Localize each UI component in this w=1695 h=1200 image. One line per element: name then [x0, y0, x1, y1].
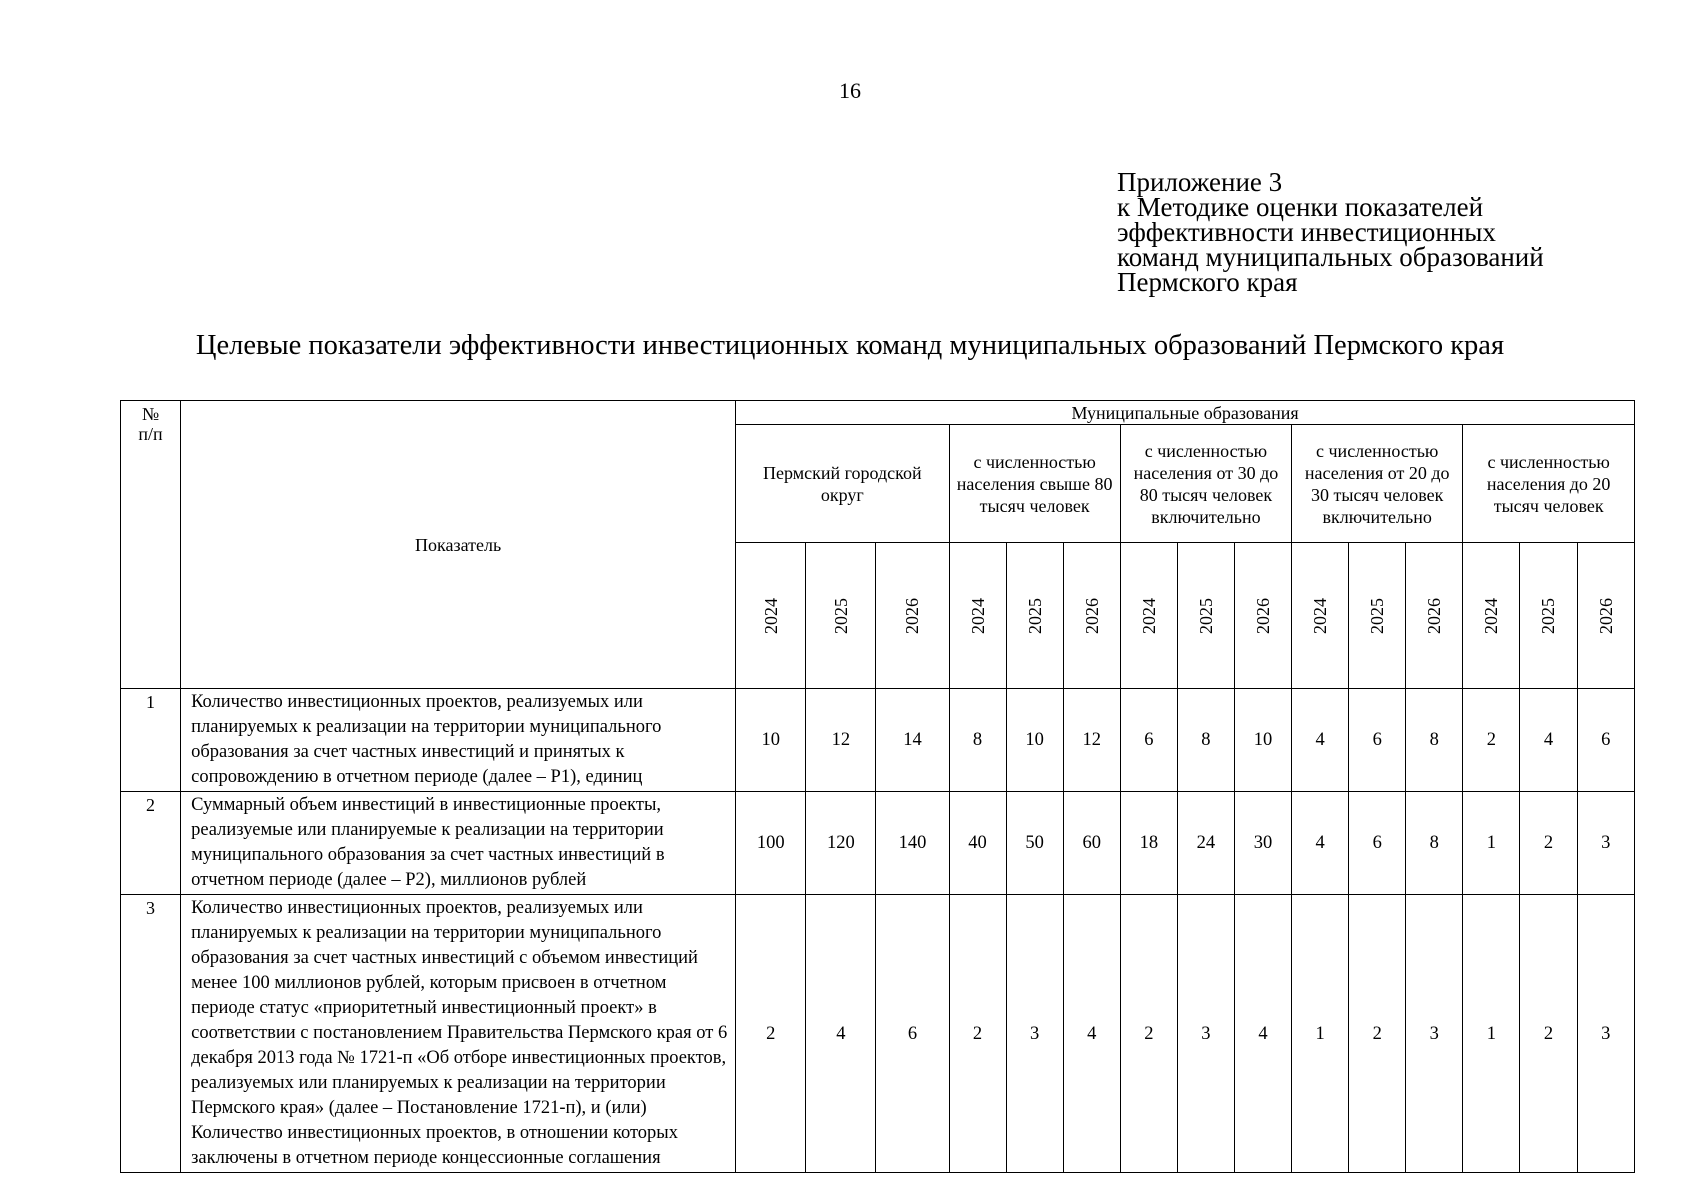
table-cell: 40 — [949, 792, 1006, 895]
year-label: 2024 — [1310, 597, 1331, 634]
appendix-line: Пермского края — [1117, 267, 1298, 297]
year-label: 2024 — [967, 597, 988, 634]
table-cell: 1 — [1463, 895, 1520, 1173]
year-label: 2025 — [1024, 597, 1045, 634]
targets-table — [120, 400, 1635, 1173]
table-cell: 10 — [736, 689, 806, 792]
year-header — [1577, 543, 1634, 689]
table-cell: 60 — [1063, 792, 1120, 895]
table-cell: 4 — [1520, 689, 1577, 792]
year-label: 2025 — [1367, 597, 1388, 634]
year-label: 2024 — [1138, 597, 1159, 634]
document-title: Целевые показатели эффективности инвестиционных команд муниципальных образований Пермского края — [195, 330, 1505, 361]
year-label: 2026 — [902, 597, 923, 634]
table-cell: 3 — [1177, 895, 1234, 1173]
year-label: 2025 — [1538, 597, 1559, 634]
year-header — [1463, 543, 1520, 689]
year-header — [1234, 543, 1291, 689]
column-header-number-line: п/п — [138, 424, 163, 444]
table-cell: 30 — [1234, 792, 1291, 895]
column-header-municipal: Муниципальные образования — [736, 401, 1635, 425]
table-cell: 10 — [1234, 689, 1291, 792]
year-header — [1292, 543, 1349, 689]
year-label: 2025 — [830, 597, 851, 634]
table-cell: 2 — [1349, 895, 1406, 1173]
table-cell: 50 — [1006, 792, 1063, 895]
table-cell: 2 — [1520, 895, 1577, 1173]
table-cell: 6 — [1349, 689, 1406, 792]
table-cell: 4 — [1063, 895, 1120, 1173]
year-header — [1120, 543, 1177, 689]
appendix-line: эффективности инвестиционных — [1117, 217, 1496, 247]
table-cell: 18 — [1120, 792, 1177, 895]
row-number: 2 — [121, 792, 181, 895]
group-header: Пермский городской округ — [736, 425, 949, 543]
table-cell: 4 — [1292, 689, 1349, 792]
year-header — [1406, 543, 1463, 689]
table-row — [121, 792, 1635, 895]
table-cell: 3 — [1006, 895, 1063, 1173]
table-cell: 6 — [1349, 792, 1406, 895]
appendix-line: Приложение 3 — [1117, 167, 1283, 197]
table-cell: 12 — [806, 689, 876, 792]
appendix-note — [1117, 167, 1544, 297]
year-header — [949, 543, 1006, 689]
table-cell: 24 — [1177, 792, 1234, 895]
table-cell: 8 — [1177, 689, 1234, 792]
column-header-indicator: Показатель — [181, 401, 736, 689]
table-cell: 2 — [736, 895, 806, 1173]
table-cell: 6 — [876, 895, 949, 1173]
indicator-text: Суммарный объем инвестиций в инвестиционные проекты, реализуемые или планируемые к реализации на территории муниципального образования за счет частных инвестиций в отчетном периоде (далее – P2), миллионов рублей — [181, 792, 736, 895]
table-cell: 100 — [736, 792, 806, 895]
table-cell: 14 — [876, 689, 949, 792]
column-header-number-line: № — [141, 404, 160, 424]
year-header — [736, 543, 806, 689]
indicator-text: Количество инвестиционных проектов, реализуемых или планируемых к реализации на территории муниципального образования за счет частных инвестиций и принятых к сопровождению в отчетном периоде (далее – P1), единиц — [181, 689, 736, 792]
table-cell: 4 — [1292, 792, 1349, 895]
year-label: 2026 — [1424, 597, 1445, 634]
table-cell: 1 — [1463, 792, 1520, 895]
year-header — [876, 543, 949, 689]
year-label: 2026 — [1595, 597, 1616, 634]
year-label: 2026 — [1081, 597, 1102, 634]
table-cell: 140 — [876, 792, 949, 895]
year-label: 2024 — [760, 597, 781, 634]
table-cell: 8 — [1406, 689, 1463, 792]
table-cell: 12 — [1063, 689, 1120, 792]
year-label: 2025 — [1195, 597, 1216, 634]
group-header: с численностью населения до 20 тысяч человек — [1463, 425, 1635, 543]
indicator-text: Количество инвестиционных проектов, реализуемых или планируемых к реализации на территории муниципального образования за счет частных инвестиций с объемом инвестиций менее 100 миллионов рублей, которым присвоен в отчетном периоде статус «приоритетный инвестиционный проект» в соответствии с постановлением Правительства Пермского края от 6 декабря 2013 года № 1721-п «Об отборе инвестиционных проектов, реализуемых или планируемых к реализации на территории Пермского края» (далее – Постановление 1721-п), и (или) Количество инвестиционных проектов, в отношении которых заключены в отчетном периоде концессионные соглашения — [181, 895, 736, 1173]
row-number: 1 — [121, 689, 181, 792]
table-cell: 1 — [1292, 895, 1349, 1173]
table-cell: 10 — [1006, 689, 1063, 792]
year-header — [1520, 543, 1577, 689]
table-cell: 2 — [1463, 689, 1520, 792]
year-header — [806, 543, 876, 689]
table-cell: 3 — [1406, 895, 1463, 1173]
group-header: с численностью населения от 20 до 30 тысяч человек включительно — [1292, 425, 1463, 543]
appendix-line: к Методике оценки показателей — [1117, 192, 1484, 222]
table-cell: 120 — [806, 792, 876, 895]
appendix-line: команд муниципальных образований — [1117, 242, 1544, 272]
table-cell: 4 — [1234, 895, 1291, 1173]
table-cell: 8 — [949, 689, 1006, 792]
table-cell: 4 — [806, 895, 876, 1173]
group-header: с численностью населения свыше 80 тысяч человек — [949, 425, 1120, 543]
table-row — [121, 689, 1635, 792]
table-row — [121, 895, 1635, 1173]
year-header — [1177, 543, 1234, 689]
year-label: 2026 — [1253, 597, 1274, 634]
table-cell: 2 — [1520, 792, 1577, 895]
table-cell: 2 — [949, 895, 1006, 1173]
page-number: 16 — [839, 78, 861, 103]
year-header — [1063, 543, 1120, 689]
year-header — [1349, 543, 1406, 689]
year-header — [1006, 543, 1063, 689]
column-header-number — [121, 401, 181, 689]
table-cell: 3 — [1577, 895, 1634, 1173]
row-number: 3 — [121, 895, 181, 1173]
table-cell: 8 — [1406, 792, 1463, 895]
table-cell: 2 — [1120, 895, 1177, 1173]
table-cell: 3 — [1577, 792, 1634, 895]
group-header: с численностью населения от 30 до 80 тысяч человек включительно — [1120, 425, 1291, 543]
table-cell: 6 — [1120, 689, 1177, 792]
year-label: 2024 — [1481, 597, 1502, 634]
table-cell: 6 — [1577, 689, 1634, 792]
